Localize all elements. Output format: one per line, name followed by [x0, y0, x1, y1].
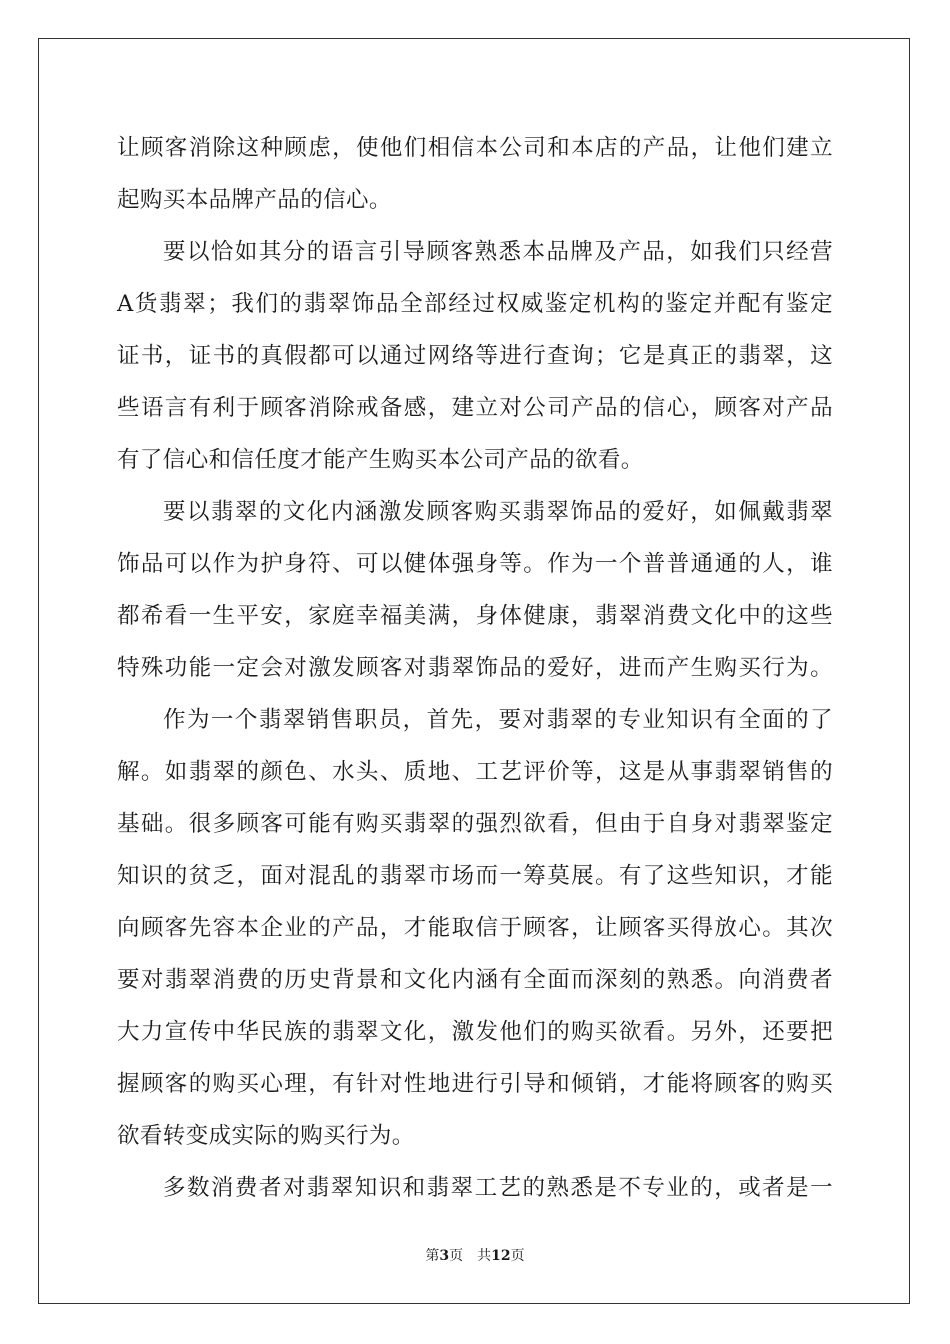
text-line: 都希看一生平安，家庭幸福美满，身体健康，翡翠消费文化中的这些 — [117, 603, 833, 629]
text-line: 解。如翡翠的颜色、水头、质地、工艺评价等，这是从事翡翠销售的 — [117, 759, 833, 785]
text-line: 大力宣传中华民族的翡翠文化，激发他们的购买欲看。另外，还要把 — [117, 1019, 833, 1045]
footer-page-prefix: 第 — [425, 1248, 440, 1264]
text-line: 知识的贫乏，面对混乱的翡翠市场而一筹莫展。有了这些知识，才能 — [117, 863, 833, 889]
text-line: 多数消费者对翡翠知识和翡翠工艺的熟悉是不专业的，或者是一 — [163, 1175, 833, 1201]
text-line: 欲看转变成实际的购买行为。 — [117, 1123, 415, 1149]
text-line: 要对翡翠消费的历史背景和文化内涵有全面而深刻的熟悉。向消费者 — [117, 967, 833, 993]
footer-page-current: 3 — [439, 1248, 450, 1264]
text-line: 要以翡翠的文化内涵激发顾客购买翡翠饰品的爱好，如佩戴翡翠 — [163, 499, 833, 525]
text-line: 基础。很多顾客可能有购买翡翠的强烈欲看，但由于自身对翡翠鉴定 — [117, 811, 833, 837]
text-line: 证书，证书的真假都可以通过网络等进行查询；它是真正的翡翠，这 — [117, 343, 833, 369]
text-line: 有了信心和信任度才能产生购买本公司产品的欲看。 — [117, 447, 644, 473]
text-line: 要以恰如其分的语言引导顾客熟悉本品牌及产品，如我们只经营 — [163, 239, 833, 265]
footer-total-prefix: 共 — [477, 1248, 492, 1264]
text-line: 作为一个翡翠销售职员，首先，要对翡翠的专业知识有全面的了 — [163, 707, 833, 733]
page-footer — [0, 1245, 950, 1265]
text-line: 些语言有利于顾客消除戒备感，建立对公司产品的信心，顾客对产品 — [117, 395, 833, 421]
text-line: 向顾客先容本企业的产品，才能取信于顾客，让顾客买得放心。其次 — [117, 915, 833, 941]
footer-page-total: 12 — [491, 1248, 511, 1264]
text-line: 特殊功能一定会对激发顾客对翡翠饰品的爱好，进而产生购买行为。 — [117, 655, 833, 681]
document-body — [117, 122, 833, 1214]
text-line: 起购买本品牌产品的信心。 — [117, 187, 392, 213]
text-line: 让顾客消除这种顾虑，使他们相信本公司和本店的产品，让他们建立 — [117, 135, 833, 161]
text-line: 握顾客的购买心理，有针对性地进行引导和倾销，才能将顾客的购买 — [117, 1071, 833, 1097]
footer-total-suffix: 页 — [510, 1248, 525, 1264]
footer-page-suffix: 页 — [449, 1248, 464, 1264]
text-line: A货翡翠；我们的翡翠饰品全部经过权威鉴定机构的鉴定并配有鉴定 — [117, 291, 833, 317]
text-line: 饰品可以作为护身符、可以健体强身等。作为一个普普通通的人，谁 — [117, 551, 833, 577]
